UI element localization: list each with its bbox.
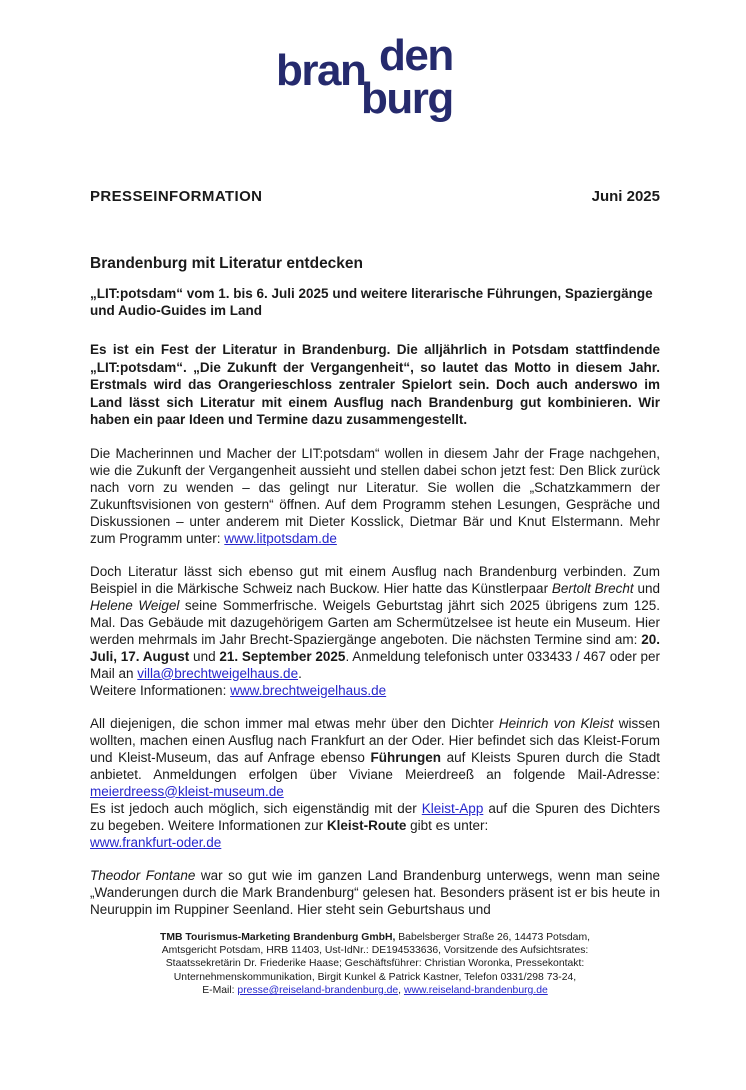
logo-text-burg: burg [361, 74, 453, 123]
text-run: Es ist jedoch auch möglich, sich eigenständig mit der [90, 800, 422, 816]
text-run: Führungen [370, 749, 442, 765]
press-release-page [0, 31, 746, 1090]
paragraph-litpotsdam [90, 445, 660, 547]
logo-text-bran: bran [276, 46, 366, 95]
text-run: 21. September 2025 [219, 648, 346, 664]
footer-line [90, 931, 660, 944]
text-run: . Anmeldung telefonisch unter 033433 / 467 oder per Mail an [90, 648, 660, 681]
page-title: Brandenburg mit Literatur entdecken [90, 255, 364, 272]
text-link[interactable]: www.brechtweigelhaus.de [230, 682, 387, 698]
text-run: 20. Juli, 17. August [90, 631, 660, 664]
text-link[interactable]: Kleist-App [421, 800, 484, 816]
footer-line [90, 957, 660, 970]
text-run: Heinrich von Kleist [498, 715, 614, 731]
text-run: E-Mail: [202, 985, 238, 997]
text-run: auf die Spuren des Dichters zu begeben. Weitere Informationen zur [90, 800, 660, 833]
text-run: Babelsberger Straße 26, 14473 Potsdam, [395, 931, 590, 943]
text-run: und [633, 580, 660, 596]
text-run: , [398, 985, 404, 997]
text-run: Bertolt Brecht [551, 580, 634, 596]
paragraph-lead [90, 341, 660, 429]
paragraph-brecht-weigel [90, 563, 660, 699]
footer-line [90, 944, 660, 957]
text-run: Staatssekretärin Dr. Friederike Haase; Geschäftsführer: Christian Woronka, Pressekontakt: [165, 958, 585, 970]
footer [90, 931, 660, 998]
text-link[interactable]: www.frankfurt-oder.de [90, 834, 222, 850]
brandenburg-logo [276, 31, 474, 123]
paragraph-kleist [90, 715, 660, 851]
footer-line [90, 971, 660, 984]
text-link[interactable]: www.litpotsdam.de [224, 530, 337, 546]
text-run: All diejenigen, die schon immer mal etwas mehr über den Dichter [90, 715, 499, 731]
text-run: Helene Weigel [90, 597, 180, 613]
text-run: war so gut wie im ganzen Land Brandenburg unterwegs, wenn man seine „Wanderungen durch die Mark Brandenburg“ gelesen hat. Besonders präsent ist er bis heute in Neuruppin im Ruppiner Seenland. Hier steht sein Geburtshaus und [90, 867, 660, 917]
text-run: Es ist ein Fest der Literatur in Brandenburg. Die alljährlich in Potsdam stattfindende „LIT:potsdam“. „Die Zukunft der Vergangenheit“, so lautet das Motto in diesem Jahr. Erstmals wird das Orangerieschloss zentraler Spielort sein. Doch auch anderswo im Land lässt sich Literatur mit einem Ausflug nach Brandenburg gut kombinieren. Wir haben ein paar Ideen und Termine dazu zusammengestellt. [90, 342, 660, 427]
paragraph-fontane [90, 867, 660, 918]
presseinformation-label: PRESSEINFORMATION [90, 188, 263, 205]
text-link[interactable]: www.reiseland-brandenburg.de [403, 985, 548, 997]
text-run: Die Macherinnen und Macher der LIT:potsdam“ wollen in diesem Jahr der Frage nachgehen, wie die Zukunft der Vergangenheit aussieht und stellen dabei schon jetzt fest: Den Blick zurück nach vorn zu wenden – das gelingt nur Literatur. Sie wollen die „Schatzkammern der Zukunftsvisionen von gestern“ öffnen. Auf dem Programm stehen Lesungen, Gespräche und Diskussionen – unter anderem mit Dieter Kosslick, Dietmar Bär und Knut Elstermann. Mehr zum Programm unter: [90, 445, 660, 546]
date-label: Juni 2025 [591, 188, 660, 205]
page-subtitle: „LIT:potsdam“ vom 1. bis 6. Juli 2025 und weitere literarische Führungen, Spaziergänge und Audio-Guides im Land [90, 286, 653, 318]
document-header [90, 188, 660, 205]
text-run: Doch Literatur lässt sich ebenso gut mit einem Ausflug nach Brandenburg verbinden. Zum Beispiel in die Märkische Schweiz nach Buckow. Hier hatte das Künstlerpaar [90, 563, 660, 596]
text-link[interactable]: villa@brechtweigelhaus.de [137, 665, 299, 681]
text-run: gibt es unter: [406, 817, 489, 833]
text-run: Weitere Informationen: [90, 682, 231, 698]
text-run: TMB Tourismus-Marketing Brandenburg GmbH, [160, 931, 396, 943]
text-link[interactable]: meierdreess@kleist-museum.de [90, 783, 284, 799]
text-run: seine Sommerfrische. Weigels Geburtstag jährt sich 2025 übrigens zum 125. Mal. Das Gebäude mit dazugehörigem Garten am Schermützelsee ist heute ein Museum. Hier werden mehrmals im Jahr Brecht-Spaziergänge angeboten. Die nächsten Termine sind am: [90, 597, 660, 647]
text-run: Unternehmenskommunikation, Birgit Kunkel & Patrick Kastner, Telefon 0331/298 73-24, [173, 971, 577, 983]
text-run: wissen wollten, machen einen Ausflug nach Frankfurt an der Oder. Hier befindet sich das Kleist-Forum und Kleist-Museum, das auf Anfrage ebenso [90, 715, 661, 765]
text-run: und [189, 648, 220, 664]
text-link[interactable]: presse@reiseland-brandenburg.de [237, 985, 399, 997]
text-run: . [298, 665, 302, 681]
logo-text-den: den [379, 31, 453, 80]
footer-line [90, 984, 660, 997]
text-run: Kleist-Route [326, 817, 407, 833]
text-run: auf Kleists Spuren durch die Stadt anbietet. Anmeldungen erfolgen über Viviane Meierdreeß an folgende Mail-Adresse: [90, 749, 660, 782]
text-run: Amtsgericht Potsdam, HRB 11403, Ust-IdNr.: DE194533636, Vorsitzende des Aufsichtsrates: [161, 944, 589, 956]
text-run: Theodor Fontane [90, 867, 196, 883]
